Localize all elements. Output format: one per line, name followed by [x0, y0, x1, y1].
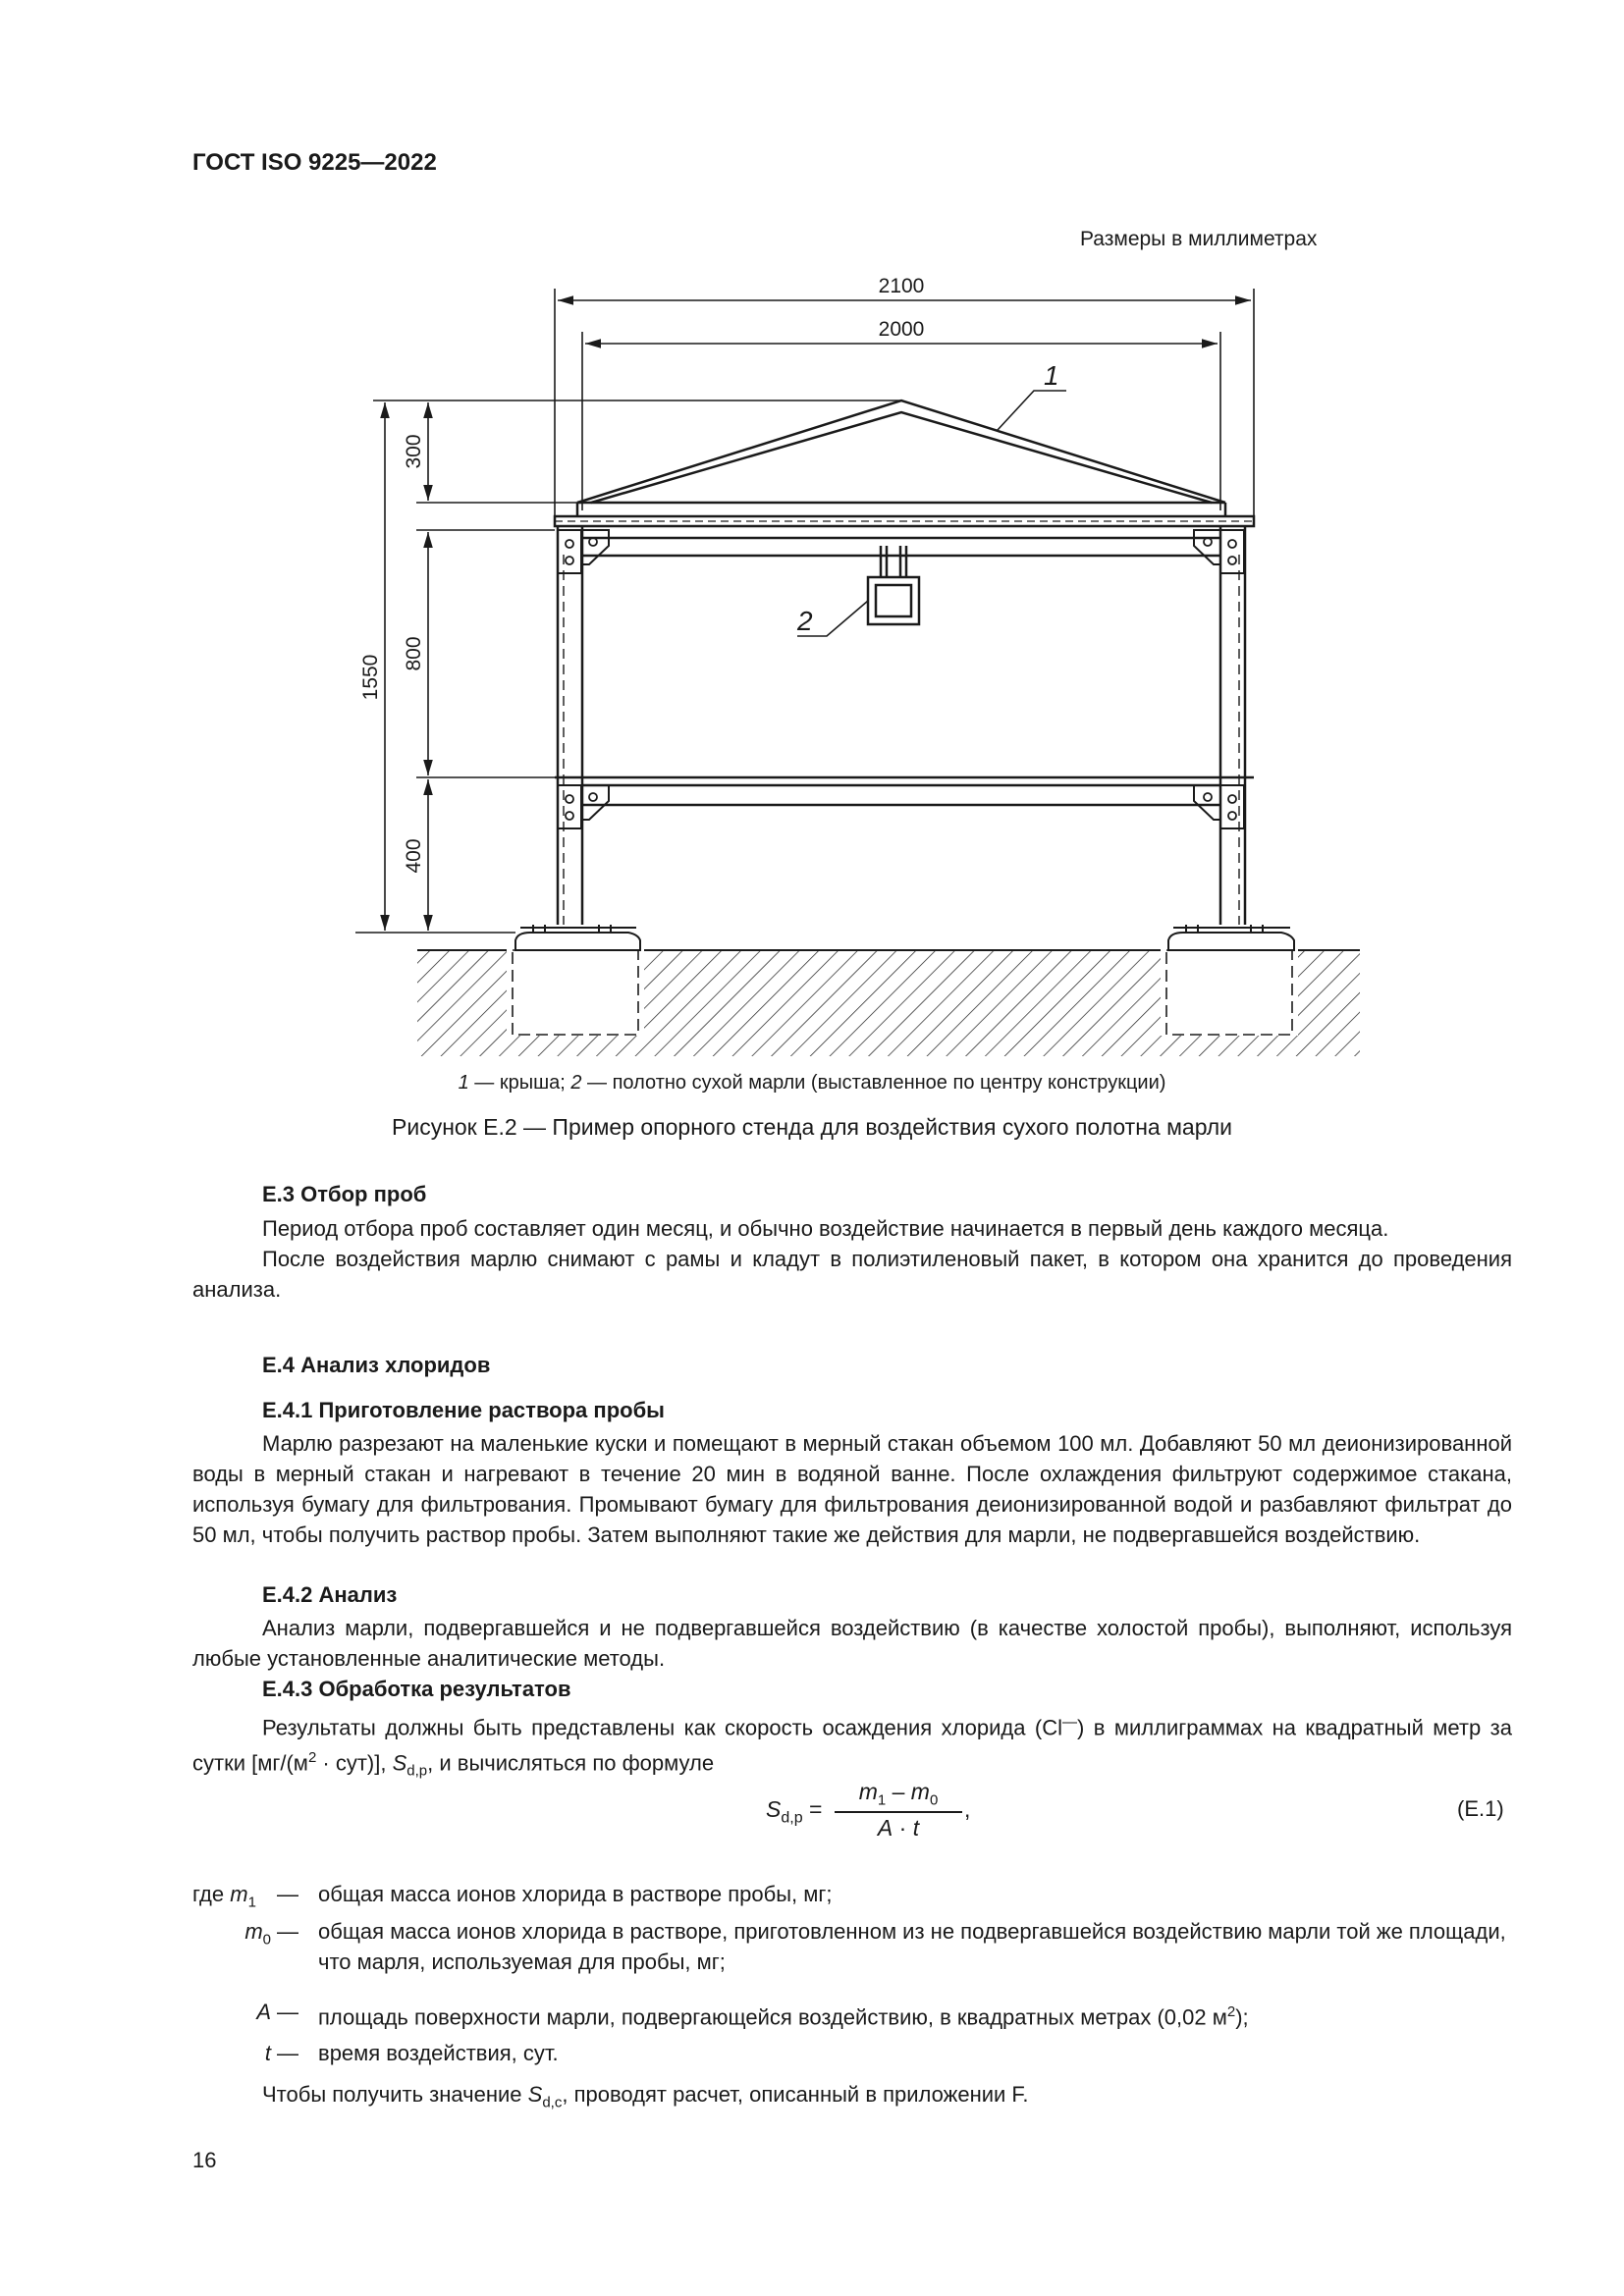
section-e42-title: Е.4.2 Анализ — [262, 1582, 398, 1607]
where-list: где $m_1$ — общая масса ионов хлорида в растворе пробы, мг; $m_0$ — общая масса ионов хлорида в растворе, приготовленном из не подвергавшейся воздействию марли той же площади, что марля, используемая для пробы, мг; A — площадь поверхности марли, подвергающейся воздействию, в квадратных метрах (0,02 $м^2$); t — время воздействия, сут. Чтобы получить значение $S_{d,c}$, проводят расчет, описанный в приложении F. — [192, 1879, 1512, 2134]
post-dashed-edges — [564, 555, 1239, 925]
callout-1: 1 — [1044, 360, 1059, 391]
dim-800: 800 — [403, 636, 425, 671]
beams — [555, 516, 1254, 805]
dim-2100: 2100 — [878, 275, 925, 297]
figure-legend: 1 — крыша; 2 — полотно сухой марли (выставленное по центру конструкции) — [458, 1072, 1166, 1094]
dim-300: 300 — [403, 434, 425, 469]
dim-2000: 2000 — [878, 318, 925, 341]
section-e4-title: Е.4 Анализ хлоридов — [262, 1353, 491, 1377]
units-note: Размеры в миллиметрах — [1080, 228, 1318, 250]
callout-leaders — [797, 391, 1066, 636]
formula-number: (Е.1) — [1457, 1796, 1504, 1821]
frame-drawing — [0, 0, 1624, 1070]
section-e3-body: Период отбора проб составляет один месяц, и обычно воздействие начинается в первый день каждого месяца. После воздействия марлю снимают с рамы и кладут в полиэтиленовый пакет, в котором она хранится до проведения анализа. — [192, 1216, 1512, 1302]
formula-fraction: $\frac{m_1 - m_0}{A \cdot t}$ — [835, 1779, 962, 1842]
standard-header: ГОСТ ISO 9225—2022 — [192, 149, 437, 176]
page-number: 16 — [192, 2148, 217, 2172]
gauze-holder — [868, 546, 919, 624]
section-e43-body: Результаты должны быть представлены как скорость осаждения хлорида (Cl—) в миллиграммах на квадратный метр за сутки $[мг/(м^2 \cdot сут)]$, $S_{d,p}$, и вычисляться по формуле — [192, 1714, 1512, 1781]
section-e43-title: Е.4.3 Обработка результатов — [262, 1677, 571, 1701]
figure-caption: Рисунок Е.2 — Пример опорного стенда для воздействия сухого полотна марли — [392, 1114, 1232, 1140]
callout-2: 2 — [797, 606, 813, 636]
section-e3-title: Е.3 Отбор проб — [262, 1182, 427, 1206]
section-e41-title: Е.4.1 Приготовление раствора пробы — [262, 1398, 665, 1422]
dim-1550: 1550 — [359, 654, 382, 701]
section-e41-body: Марлю разрезают на маленькие куски и помещают в мерный стакан объемом 100 мл. Добавляют 50 мл деионизированной воды в мерный стакан и нагревают в течение 20 мин в водяной ванне. После охлаждения фильтруют содержимое стакана, используя бумагу для фильтрования. Промывают бумагу для фильтрования деионизированной водой и разбавляют фильтрат до 50 мл, чтобы получить раствор пробы. Затем выполняют такие же действия для марли, не подвергавшейся воздействию. — [192, 1431, 1512, 1547]
where-final: Чтобы получить значение $S_{d,c}$, проводят расчет, описанный в приложении F. — [262, 2082, 1029, 2111]
dim-400: 400 — [403, 838, 425, 874]
vertical-dimensions — [355, 400, 901, 933]
ground-hatch — [417, 937, 1360, 1056]
section-e42-body: Анализ марли, подвергавшейся и не подвергавшейся воздействию (в качестве холостой пробы), выполняют, используя любые установленные аналитические методы. — [192, 1616, 1512, 1671]
roof — [577, 400, 1225, 516]
